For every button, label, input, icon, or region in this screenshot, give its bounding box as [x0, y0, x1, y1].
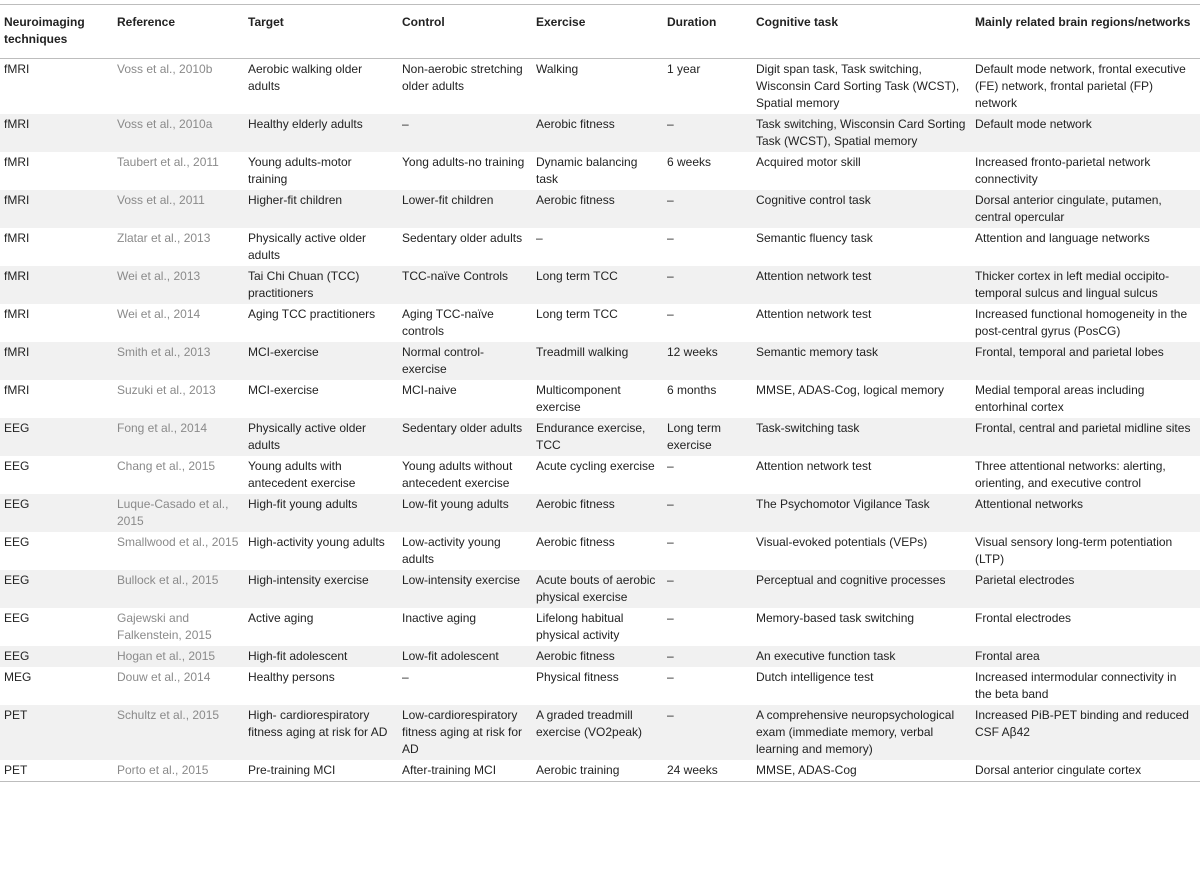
- cognitive-task-cell: Semantic fluency task: [756, 231, 873, 245]
- cognitive-task-cell: Attention network test: [756, 269, 872, 283]
- target-cell: Higher-fit children: [248, 193, 343, 207]
- cognitive-task-cell: MMSE, ADAS-Cog: [756, 763, 857, 777]
- control-cell: After-training MCI: [402, 763, 497, 777]
- duration-cell: –: [667, 307, 674, 321]
- reference-cell: Voss et al., 2010b: [117, 62, 213, 76]
- reference-cell: Luque-Casado et al., 2015: [117, 497, 229, 528]
- table-row: [0, 304, 1200, 342]
- technique-cell: fMRI: [4, 269, 30, 283]
- duration-cell: –: [667, 649, 674, 663]
- reference-cell: Taubert et al., 2011: [117, 155, 219, 169]
- header-brain-regions: Mainly related brain regions/networks: [975, 15, 1191, 29]
- table-row: [0, 342, 1200, 380]
- table-row: [0, 228, 1200, 266]
- table-row: [0, 532, 1200, 570]
- technique-cell: fMRI: [4, 62, 30, 76]
- target-cell: High-fit adolescent: [248, 649, 348, 663]
- target-cell: Tai Chi Chuan (TCC) practitioners: [248, 269, 360, 300]
- duration-cell: 6 months: [667, 383, 717, 397]
- technique-cell: fMRI: [4, 117, 30, 131]
- reference-cell: Porto et al., 2015: [117, 763, 209, 777]
- technique-cell: EEG: [4, 611, 30, 625]
- reference-cell: Voss et al., 2010a: [117, 117, 213, 131]
- technique-cell: fMRI: [4, 231, 30, 245]
- control-cell: TCC-naïve Controls: [402, 269, 509, 283]
- table-row: [0, 418, 1200, 456]
- duration-cell: –: [667, 535, 674, 549]
- table-row: [0, 570, 1200, 608]
- control-cell: Sedentary older adults: [402, 231, 523, 245]
- target-cell: Young adults with antecedent exercise: [248, 459, 356, 490]
- exercise-cell: Aerobic training: [536, 763, 620, 777]
- table-row: [0, 760, 1200, 782]
- exercise-cell: A graded treadmill exercise (VO2peak): [536, 708, 643, 739]
- target-cell: MCI-exercise: [248, 345, 319, 359]
- brain-regions-cell: Dorsal anterior cingulate cortex: [975, 763, 1142, 777]
- technique-cell: EEG: [4, 573, 30, 587]
- reference-cell: Bullock et al., 2015: [117, 573, 219, 587]
- technique-cell: fMRI: [4, 345, 30, 359]
- duration-cell: –: [667, 573, 674, 587]
- duration-cell: –: [667, 269, 674, 283]
- control-cell: MCI-naive: [402, 383, 457, 397]
- brain-regions-cell: Medial temporal areas including entorhinal cortex: [975, 383, 1145, 414]
- control-cell: Low-fit young adults: [402, 497, 509, 511]
- brain-regions-cell: Attention and language networks: [975, 231, 1150, 245]
- table-row: [0, 646, 1200, 667]
- duration-cell: –: [667, 231, 674, 245]
- technique-cell: EEG: [4, 497, 30, 511]
- brain-regions-cell: Default mode network, frontal executive (FE) network, frontal parietal (FP) network: [975, 62, 1186, 110]
- table-row: [0, 667, 1200, 705]
- header-neuroimaging-techniques: Neuroimaging techniques: [4, 15, 85, 46]
- technique-cell: fMRI: [4, 155, 30, 169]
- brain-regions-cell: Increased functional homogeneity in the post-central gyrus (PosCG): [975, 307, 1188, 338]
- duration-cell: –: [667, 670, 674, 684]
- duration-cell: 24 weeks: [667, 763, 718, 777]
- reference-cell: Fong et al., 2014: [117, 421, 208, 435]
- exercise-cell: Multicomponent exercise: [536, 383, 621, 414]
- cognitive-task-cell: A comprehensive neuropsychological exam (immediate memory, verbal learning and memory): [756, 708, 955, 756]
- target-cell: Healthy persons: [248, 670, 335, 684]
- exercise-cell: Walking: [536, 62, 579, 76]
- reference-cell: Suzuki et al., 2013: [117, 383, 216, 397]
- table-row: [0, 266, 1200, 304]
- exercise-cell: Aerobic fitness: [536, 193, 615, 207]
- cognitive-task-cell: Perceptual and cognitive processes: [756, 573, 946, 587]
- technique-cell: PET: [4, 708, 28, 722]
- table-row: [0, 59, 1200, 115]
- brain-regions-cell: Increased fronto-parietal network connectivity: [975, 155, 1151, 186]
- reference-cell: Smallwood et al., 2015: [117, 535, 239, 549]
- control-cell: Young adults without antecedent exercise: [402, 459, 513, 490]
- control-cell: Sedentary older adults: [402, 421, 523, 435]
- table-row: [0, 494, 1200, 532]
- exercise-cell: Acute bouts of aerobic physical exercise: [536, 573, 656, 604]
- duration-cell: 12 weeks: [667, 345, 718, 359]
- cognitive-task-cell: Acquired motor skill: [756, 155, 861, 169]
- duration-cell: –: [667, 708, 674, 722]
- target-cell: High-fit young adults: [248, 497, 358, 511]
- exercise-cell: Long term TCC: [536, 269, 618, 283]
- target-cell: Young adults-motor training: [248, 155, 352, 186]
- cognitive-task-cell: Memory-based task switching: [756, 611, 915, 625]
- target-cell: Pre-training MCI: [248, 763, 336, 777]
- table-row: [0, 190, 1200, 228]
- reference-cell: Wei et al., 2014: [117, 307, 201, 321]
- brain-regions-cell: Increased PiB-PET binding and reduced CSF Aβ42: [975, 708, 1189, 739]
- brain-regions-cell: Attentional networks: [975, 497, 1084, 511]
- reference-cell: Douw et al., 2014: [117, 670, 211, 684]
- control-cell: Low-intensity exercise: [402, 573, 521, 587]
- header-control: Control: [402, 15, 445, 29]
- control-cell: Non-aerobic stretching older adults: [402, 62, 523, 93]
- brain-regions-cell: Three attentional networks: alerting, orienting, and executive control: [975, 459, 1166, 490]
- brain-regions-cell: Frontal electrodes: [975, 611, 1072, 625]
- exercise-cell: Lifelong habitual physical activity: [536, 611, 624, 642]
- target-cell: MCI-exercise: [248, 383, 319, 397]
- exercise-cell: Aerobic fitness: [536, 117, 615, 131]
- target-cell: Physically active older adults: [248, 231, 367, 262]
- technique-cell: EEG: [4, 459, 30, 473]
- duration-cell: –: [667, 611, 674, 625]
- target-cell: Aging TCC practitioners: [248, 307, 376, 321]
- exercise-cell: Long term TCC: [536, 307, 618, 321]
- target-cell: High- cardiorespiratory fitness aging at risk for AD: [248, 708, 388, 739]
- header-reference: Reference: [117, 15, 176, 29]
- cognitive-task-cell: Cognitive control task: [756, 193, 871, 207]
- control-cell: Aging TCC-naïve controls: [402, 307, 494, 338]
- reference-cell: Schultz et al., 2015: [117, 708, 220, 722]
- control-cell: Low-cardiorespiratory fitness aging at risk for AD: [402, 708, 523, 756]
- header-cognitive-task: Cognitive task: [756, 15, 839, 29]
- brain-regions-cell: Thicker cortex in left medial occipito-temporal sulcus and lingual sulcus: [975, 269, 1170, 300]
- target-cell: Active aging: [248, 611, 314, 625]
- duration-cell: –: [667, 193, 674, 207]
- table-row: [0, 380, 1200, 418]
- cognitive-task-cell: An executive function task: [756, 649, 896, 663]
- table-row: [0, 456, 1200, 494]
- cognitive-task-cell: Semantic memory task: [756, 345, 879, 359]
- table-header: [0, 5, 1200, 59]
- table-row: [0, 114, 1200, 152]
- technique-cell: EEG: [4, 421, 30, 435]
- exercise-cell: Aerobic fitness: [536, 535, 615, 549]
- exercise-cell: Aerobic fitness: [536, 649, 615, 663]
- brain-regions-cell: Frontal area: [975, 649, 1040, 663]
- brain-regions-cell: Increased intermodular connectivity in the beta band: [975, 670, 1177, 701]
- exercise-cell: Physical fitness: [536, 670, 619, 684]
- cognitive-task-cell: Attention network test: [756, 459, 872, 473]
- target-cell: High-activity young adults: [248, 535, 385, 549]
- reference-cell: Wei et al., 2013: [117, 269, 201, 283]
- neuroimaging-studies-table: [0, 4, 1200, 782]
- exercise-cell: Treadmill walking: [536, 345, 629, 359]
- header-row: [0, 5, 1200, 59]
- brain-regions-cell: Frontal, central and parietal midline sites: [975, 421, 1191, 435]
- control-cell: Low-fit adolescent: [402, 649, 499, 663]
- cognitive-task-cell: Task-switching task: [756, 421, 860, 435]
- duration-cell: –: [667, 497, 674, 511]
- target-cell: Aerobic walking older adults: [248, 62, 363, 93]
- exercise-cell: Acute cycling exercise: [536, 459, 655, 473]
- duration-cell: –: [667, 117, 674, 131]
- brain-regions-cell: Visual sensory long-term potentiation (LTP): [975, 535, 1173, 566]
- exercise-cell: –: [536, 231, 543, 245]
- target-cell: High-intensity exercise: [248, 573, 369, 587]
- exercise-cell: Aerobic fitness: [536, 497, 615, 511]
- control-cell: Inactive aging: [402, 611, 477, 625]
- control-cell: –: [402, 670, 409, 684]
- duration-cell: 1 year: [667, 62, 701, 76]
- cognitive-task-cell: Task switching, Wisconsin Card Sorting Task (WCST), Spatial memory: [756, 117, 966, 148]
- control-cell: Normal control-exercise: [402, 345, 485, 376]
- table-body: [0, 59, 1200, 782]
- duration-cell: 6 weeks: [667, 155, 712, 169]
- exercise-cell: Endurance exercise, TCC: [536, 421, 646, 452]
- cognitive-task-cell: Visual-evoked potentials (VEPs): [756, 535, 928, 549]
- control-cell: –: [402, 117, 409, 131]
- target-cell: Physically active older adults: [248, 421, 367, 452]
- header-duration: Duration: [667, 15, 717, 29]
- table-row: [0, 705, 1200, 760]
- cognitive-task-cell: Dutch intelligence test: [756, 670, 874, 684]
- technique-cell: PET: [4, 763, 28, 777]
- brain-regions-cell: Dorsal anterior cingulate, putamen, central opercular: [975, 193, 1162, 224]
- brain-regions-cell: Parietal electrodes: [975, 573, 1075, 587]
- header-exercise: Exercise: [536, 15, 586, 29]
- cognitive-task-cell: The Psychomotor Vigilance Task: [756, 497, 930, 511]
- reference-cell: Hogan et al., 2015: [117, 649, 216, 663]
- header-target: Target: [248, 15, 284, 29]
- brain-regions-cell: Default mode network: [975, 117, 1092, 131]
- technique-cell: EEG: [4, 649, 30, 663]
- reference-cell: Zlatar et al., 2013: [117, 231, 211, 245]
- technique-cell: MEG: [4, 670, 32, 684]
- reference-cell: Smith et al., 2013: [117, 345, 211, 359]
- cognitive-task-cell: MMSE, ADAS-Cog, logical memory: [756, 383, 945, 397]
- technique-cell: fMRI: [4, 307, 30, 321]
- control-cell: Low-activity young adults: [402, 535, 501, 566]
- cognitive-task-cell: Attention network test: [756, 307, 872, 321]
- technique-cell: fMRI: [4, 193, 30, 207]
- exercise-cell: Dynamic balancing task: [536, 155, 638, 186]
- cognitive-task-cell: Digit span task, Task switching, Wisconsin Card Sorting Task (WCST), Spatial memory: [756, 62, 960, 110]
- target-cell: Healthy elderly adults: [248, 117, 363, 131]
- brain-regions-cell: Frontal, temporal and parietal lobes: [975, 345, 1164, 359]
- technique-cell: fMRI: [4, 383, 30, 397]
- table-row: [0, 152, 1200, 190]
- reference-cell: Voss et al., 2011: [117, 193, 205, 207]
- duration-cell: Long term exercise: [667, 421, 722, 452]
- reference-cell: Chang et al., 2015: [117, 459, 216, 473]
- control-cell: Yong adults-no training: [402, 155, 525, 169]
- duration-cell: –: [667, 459, 674, 473]
- reference-cell: Gajewski and Falkenstein, 2015: [117, 611, 212, 642]
- technique-cell: EEG: [4, 535, 30, 549]
- table-row: [0, 608, 1200, 646]
- control-cell: Lower-fit children: [402, 193, 494, 207]
